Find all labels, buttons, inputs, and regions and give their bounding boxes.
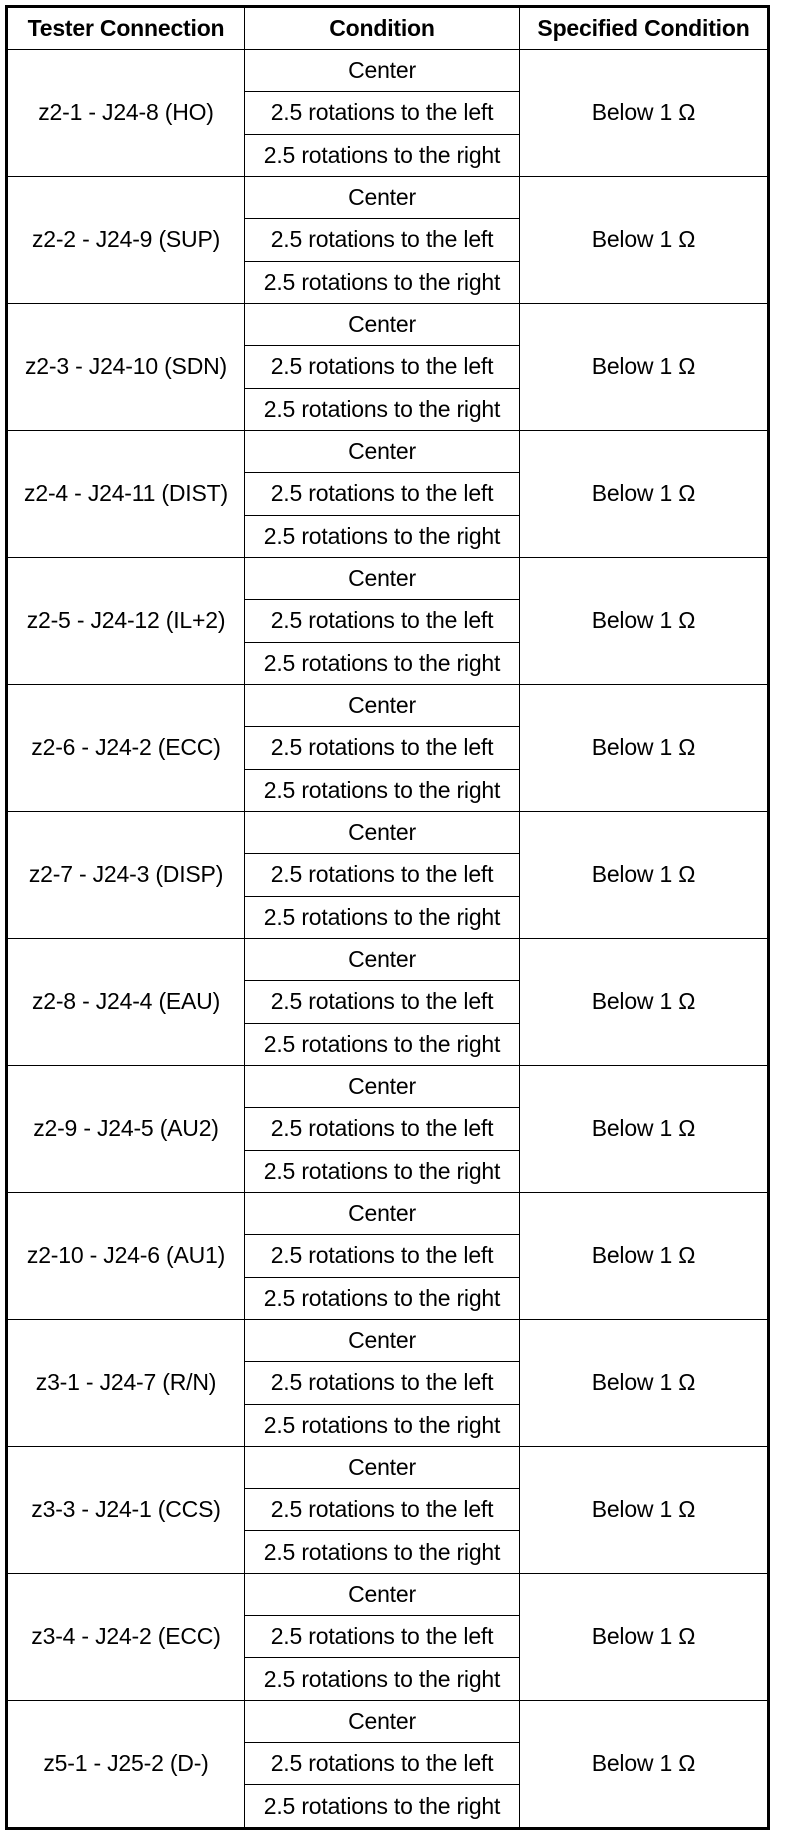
condition-cell: 2.5 rotations to the right	[245, 1404, 520, 1446]
specified-condition-cell: Below 1 Ω	[520, 303, 769, 430]
condition-cell: Center	[245, 1700, 520, 1742]
table-header	[7, 7, 769, 50]
table-row	[7, 303, 769, 345]
table-row	[7, 430, 769, 472]
condition-cell: 2.5 rotations to the right	[245, 642, 520, 684]
condition-cell: Center	[245, 430, 520, 472]
condition-cell: Center	[245, 1319, 520, 1361]
specified-condition-cell: Below 1 Ω	[520, 1446, 769, 1573]
condition-cell: Center	[245, 303, 520, 345]
header-condition: Condition	[245, 7, 520, 50]
table-row	[7, 176, 769, 218]
condition-cell: Center	[245, 1573, 520, 1615]
condition-cell: 2.5 rotations to the left	[245, 1743, 520, 1785]
condition-cell: Center	[245, 811, 520, 853]
table-row	[7, 811, 769, 853]
tester-connection-cell: z2-10 - J24-6 (AU1)	[7, 1192, 245, 1319]
header-specified-condition: Specified Condition	[520, 7, 769, 50]
condition-cell: Center	[245, 50, 520, 92]
condition-cell: 2.5 rotations to the left	[245, 854, 520, 896]
tester-connection-cell: z2-9 - J24-5 (AU2)	[7, 1065, 245, 1192]
specified-condition-cell: Below 1 Ω	[520, 811, 769, 938]
condition-cell: 2.5 rotations to the right	[245, 1150, 520, 1192]
tester-connection-cell: z2-3 - J24-10 (SDN)	[7, 303, 245, 430]
table-row	[7, 1700, 769, 1742]
condition-cell: 2.5 rotations to the left	[245, 981, 520, 1023]
table-body	[7, 50, 769, 1829]
table-row	[7, 684, 769, 726]
tester-connection-cell: z2-7 - J24-3 (DISP)	[7, 811, 245, 938]
condition-cell: 2.5 rotations to the left	[245, 727, 520, 769]
condition-cell: 2.5 rotations to the right	[245, 1023, 520, 1065]
condition-cell: 2.5 rotations to the left	[245, 346, 520, 388]
specified-condition-cell: Below 1 Ω	[520, 1573, 769, 1700]
condition-cell: Center	[245, 684, 520, 726]
condition-cell: 2.5 rotations to the left	[245, 600, 520, 642]
specified-condition-cell: Below 1 Ω	[520, 557, 769, 684]
header-row	[7, 7, 769, 50]
condition-cell: 2.5 rotations to the right	[245, 515, 520, 557]
specified-condition-cell: Below 1 Ω	[520, 1319, 769, 1446]
specification-table	[5, 5, 770, 1830]
condition-cell: 2.5 rotations to the left	[245, 92, 520, 134]
condition-cell: 2.5 rotations to the left	[245, 1362, 520, 1404]
tester-connection-cell: z2-8 - J24-4 (EAU)	[7, 938, 245, 1065]
condition-cell: 2.5 rotations to the left	[245, 219, 520, 261]
condition-cell: 2.5 rotations to the right	[245, 1531, 520, 1573]
table-row	[7, 1065, 769, 1107]
condition-cell: 2.5 rotations to the right	[245, 1658, 520, 1700]
specified-condition-cell: Below 1 Ω	[520, 430, 769, 557]
condition-cell: 2.5 rotations to the left	[245, 1489, 520, 1531]
condition-cell: 2.5 rotations to the left	[245, 1616, 520, 1658]
specified-condition-cell: Below 1 Ω	[520, 1065, 769, 1192]
condition-cell: 2.5 rotations to the right	[245, 896, 520, 938]
condition-cell: 2.5 rotations to the right	[245, 1785, 520, 1829]
specified-condition-cell: Below 1 Ω	[520, 938, 769, 1065]
condition-cell: Center	[245, 1446, 520, 1488]
condition-cell: 2.5 rotations to the right	[245, 261, 520, 303]
header-tester-connection: Tester Connection	[7, 7, 245, 50]
specified-condition-cell: Below 1 Ω	[520, 176, 769, 303]
tester-connection-cell: z2-2 - J24-9 (SUP)	[7, 176, 245, 303]
condition-cell: Center	[245, 1192, 520, 1234]
specified-condition-cell: Below 1 Ω	[520, 50, 769, 177]
condition-cell: Center	[245, 1065, 520, 1107]
tester-connection-cell: z3-4 - J24-2 (ECC)	[7, 1573, 245, 1700]
condition-cell: 2.5 rotations to the right	[245, 1277, 520, 1319]
condition-cell: Center	[245, 938, 520, 980]
table-row	[7, 557, 769, 599]
tester-connection-cell: z3-1 - J24-7 (R/N)	[7, 1319, 245, 1446]
tester-connection-cell: z3-3 - J24-1 (CCS)	[7, 1446, 245, 1573]
tester-connection-cell: z2-5 - J24-12 (IL+2)	[7, 557, 245, 684]
tester-connection-cell: z2-1 - J24-8 (HO)	[7, 50, 245, 177]
tester-connection-cell: z5-1 - J25-2 (D-)	[7, 1700, 245, 1828]
table-row	[7, 1573, 769, 1615]
condition-cell: 2.5 rotations to the right	[245, 769, 520, 811]
condition-cell: Center	[245, 176, 520, 218]
condition-cell: 2.5 rotations to the left	[245, 1108, 520, 1150]
table-row	[7, 1319, 769, 1361]
specified-condition-cell: Below 1 Ω	[520, 1700, 769, 1828]
tester-connection-cell: z2-6 - J24-2 (ECC)	[7, 684, 245, 811]
table-row	[7, 1192, 769, 1234]
condition-cell: 2.5 rotations to the left	[245, 473, 520, 515]
tester-connection-cell: z2-4 - J24-11 (DIST)	[7, 430, 245, 557]
condition-cell: 2.5 rotations to the left	[245, 1235, 520, 1277]
specified-condition-cell: Below 1 Ω	[520, 684, 769, 811]
condition-cell: 2.5 rotations to the right	[245, 388, 520, 430]
table-row	[7, 50, 769, 92]
condition-cell: Center	[245, 557, 520, 599]
specified-condition-cell: Below 1 Ω	[520, 1192, 769, 1319]
condition-cell: 2.5 rotations to the right	[245, 134, 520, 176]
table-row	[7, 1446, 769, 1488]
table-row	[7, 938, 769, 980]
